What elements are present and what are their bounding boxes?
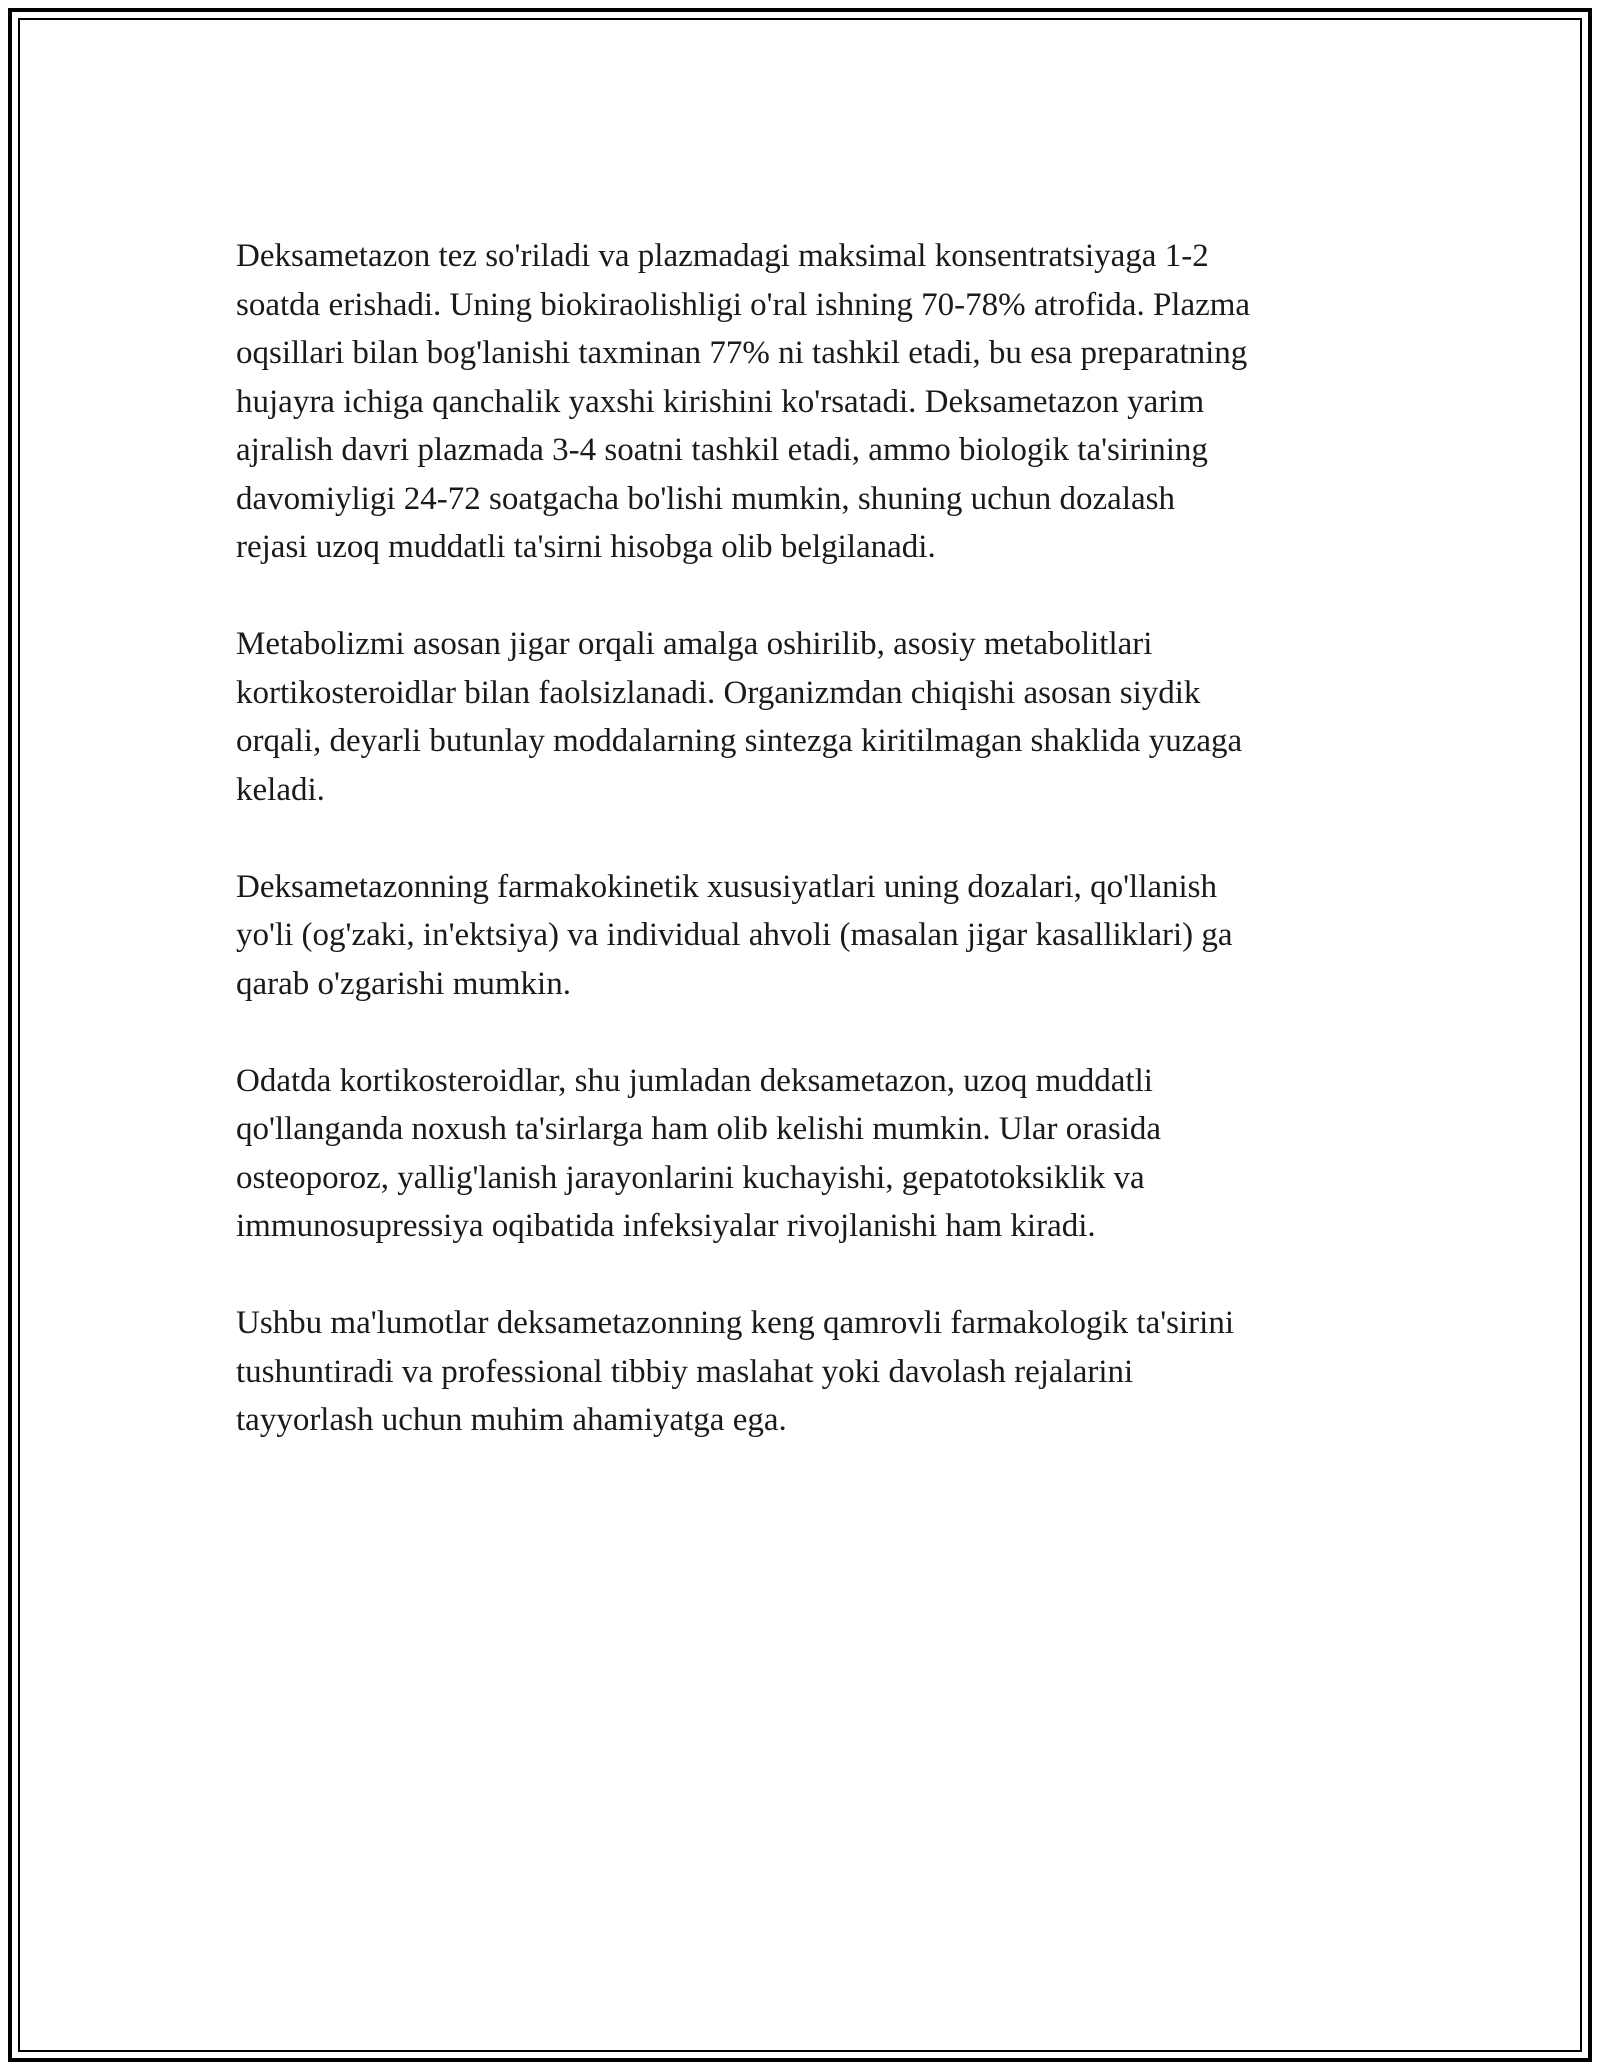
paragraph-side-effects: Odatda kortikosteroidlar, shu jumladan deksametazon, uzoq muddatli qo'llanganda noxush ta'sirlarga ham olib kelishi mumkin. Ular orasida osteoporoz, yallig'lanish jarayonlarini kuchayishi, gepatotoksiklik va immunosupressiya oqibatida infeksiyalar rivojlanishi ham kiradi. (236, 1062, 1162, 1244)
document-body (236, 232, 1376, 1493)
paragraph-metabolism: Metabolizmi asosan jigar orqali amalga oshirilib, asosiy metabolitlari kortikosteroidlar bilan faolsizlanadi. Organizmdan chiqishi asosan siydik orqali, deyarli butunlay moddalarning sintezga kiritilmagan shaklida yuzaga keladi. (236, 626, 1243, 808)
paragraph-pharmacokinetics: Deksametazon tez so'riladi va plazmadagi maksimal konsentratsiyaga 1-2 soatda erishadi. Uning biokiraolishligi o'ral ishning 70-78% atrofida. Plazma oqsillari bilan bog'lanishi taxminan 77% ni tashkil etadi, bu esa preparatning hujayra ichiga qanchalik yaxshi kirishini ko'rsatadi. Deksametazon yarim ajralish davri plazmada 3-4 soatni tashkil etadi, ammo biologik ta'sirining davomiyligi 24-72 soatgacha bo'lishi mumkin, shuning uchun dozalash rejasi uzoq muddatli ta'sirni hisobga olib belgilanadi. (236, 238, 1251, 565)
paragraph-variability: Deksametazonning farmakokinetik xususiyatlari uning dozalari, qo'llanish yo'li (og'zaki, in'ektsiya) va individual ahvoli (masalan jigar kasalliklari) ga qarab o'zgarishi mumkin. (236, 868, 1233, 1002)
paragraph-conclusion: Ushbu ma'lumotlar deksametazonning keng qamrovli farmakologik ta'sirini tushuntiradi va professional tibbiy maslahat yoki davolash rejalarini tayyorlash uchun muhim ahamiyatga ega. (236, 1305, 1234, 1438)
